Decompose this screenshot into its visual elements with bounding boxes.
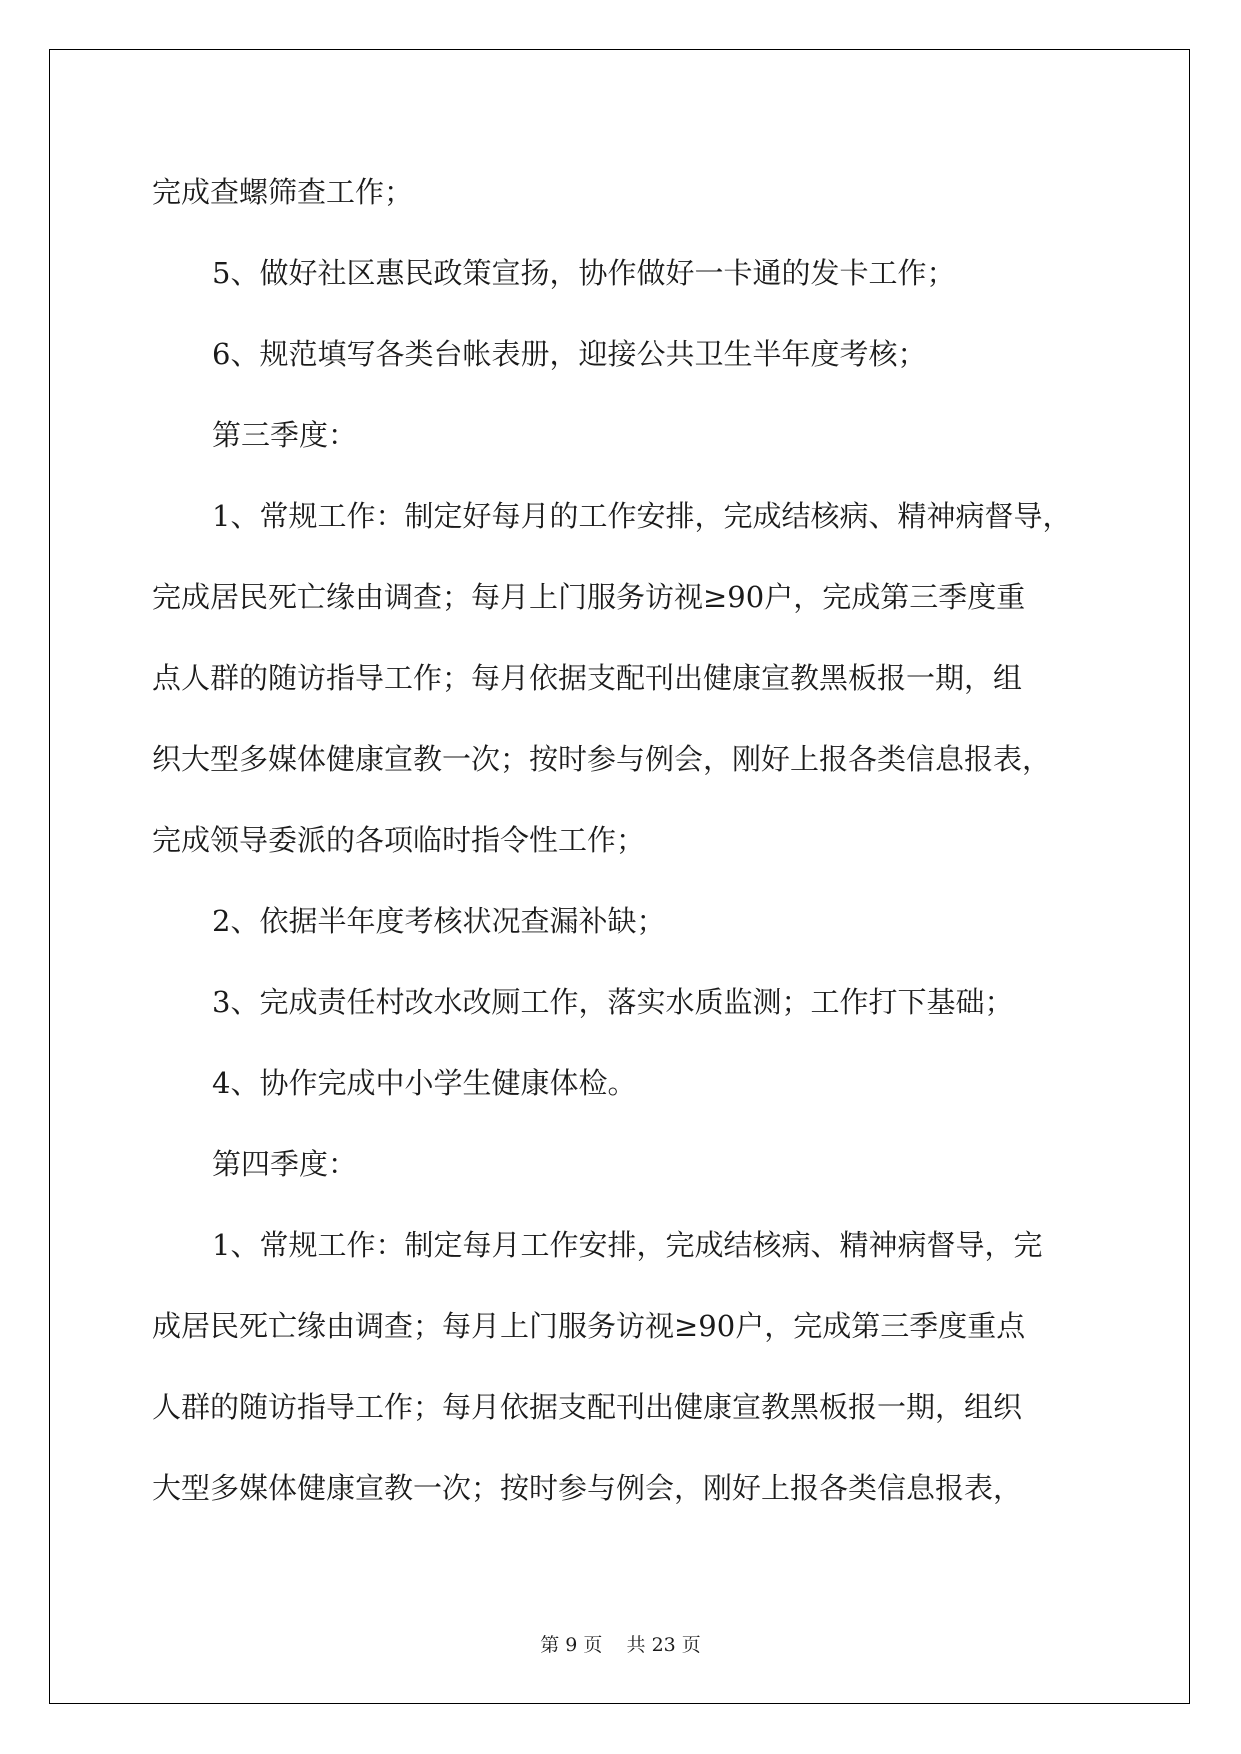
section-heading-q4: 第四季度：	[212, 1147, 358, 1181]
list-item-6: 6、规范填写各类台帐表册，迎接公共卫生半年度考核；	[212, 337, 927, 371]
list-item-1: 1、常规工作：制定每月工作安排，完成结核病、精神病督导，完	[212, 1228, 1043, 1262]
section-heading-q3: 第三季度：	[212, 418, 358, 452]
list-item-3: 3、完成责任村改水改厕工作，落实水质监测；工作打下基础；	[212, 985, 1014, 1019]
paragraph-line: 完成领导委派的各项临时指令性工作；	[152, 823, 646, 857]
list-item-4: 4、协作完成中小学生健康体检。	[212, 1066, 637, 1100]
list-item-1: 1、常规工作：制定好每月的工作安排，完成结核病、精神病督导，	[212, 499, 1072, 533]
list-item-2: 2、依据半年度考核状况查漏补缺；	[212, 904, 666, 938]
paragraph-line: 织大型多媒体健康宣教一次；按时参与例会，刚好上报各类信息报表，	[152, 742, 1052, 776]
paragraph-line: 成居民死亡缘由调查；每月上门服务访视≥90户，完成第三季度重点	[152, 1309, 1026, 1343]
paragraph-line: 点人群的随访指导工作；每月依据支配刊出健康宣教黑板报一期，组	[152, 661, 1023, 695]
paragraph-line: 完成居民死亡缘由调查；每月上门服务访视≥90户，完成第三季度重	[152, 580, 1026, 614]
paragraph-line: 人群的随访指导工作；每月依据支配刊出健康宣教黑板报一期，组织	[152, 1390, 1023, 1424]
page-number: 第 9 页 共 23 页	[540, 1634, 701, 1656]
paragraph-line: 大型多媒体健康宣教一次；按时参与例会，刚好上报各类信息报表，	[152, 1471, 1023, 1505]
list-item-5: 5、做好社区惠民政策宣扬，协作做好一卡通的发卡工作；	[212, 256, 956, 290]
paragraph-line: 完成查螺筛查工作；	[152, 175, 414, 209]
page-border	[49, 49, 1190, 1704]
page-footer	[0, 1630, 1241, 1657]
